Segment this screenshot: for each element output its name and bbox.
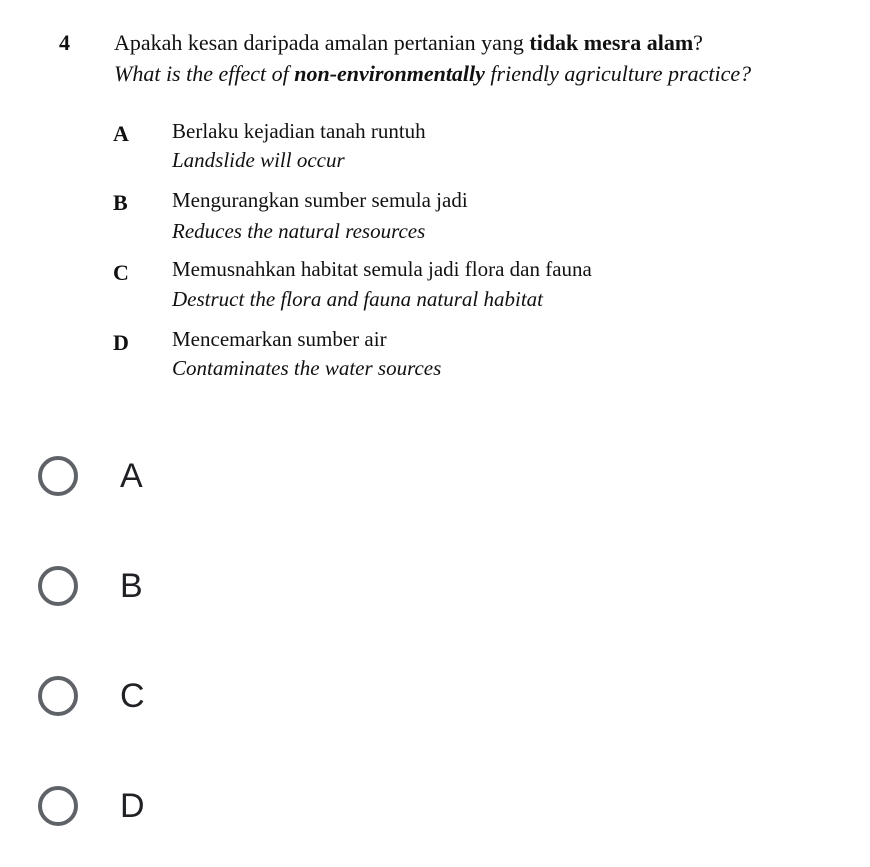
option-text-en: Contaminates the water sources <box>172 356 442 380</box>
option-letter: A <box>113 121 129 146</box>
radio-button[interactable] <box>38 786 78 826</box>
question-text-ms: Apakah kesan daripada amalan pertanian yang tidak mesra alam? <box>114 30 703 55</box>
option-letter: C <box>113 260 129 285</box>
radio-button[interactable] <box>38 676 78 716</box>
option-letter: B <box>113 190 128 215</box>
question-number: 4 <box>59 30 70 55</box>
choice-d[interactable] <box>38 776 338 836</box>
choice-c[interactable] <box>38 666 338 726</box>
option-text-en: Landslide will occur <box>172 148 345 172</box>
option-text-ms: Mencemarkan sumber air <box>172 327 387 351</box>
option-text-ms: Berlaku kejadian tanah runtuh <box>172 119 426 143</box>
choice-label: A <box>120 456 143 495</box>
radio-button[interactable] <box>38 456 78 496</box>
option-text-en: Destruct the flora and fauna natural habitat <box>172 287 543 311</box>
option-text-ms: Mengurangkan sumber semula jadi <box>172 188 468 212</box>
choice-label: C <box>120 676 145 715</box>
option-letter: D <box>113 330 129 355</box>
option-text-en: Reduces the natural resources <box>172 219 426 243</box>
choice-a[interactable] <box>38 446 338 506</box>
option-text-ms: Memusnahkan habitat semula jadi flora dan fauna <box>172 257 592 281</box>
choice-label: D <box>120 786 145 825</box>
radio-button[interactable] <box>38 566 78 606</box>
choice-label: B <box>120 566 143 605</box>
choice-b[interactable] <box>38 556 338 616</box>
question-text-en: What is the effect of non-environmentally friendly agriculture practice? <box>114 61 752 86</box>
